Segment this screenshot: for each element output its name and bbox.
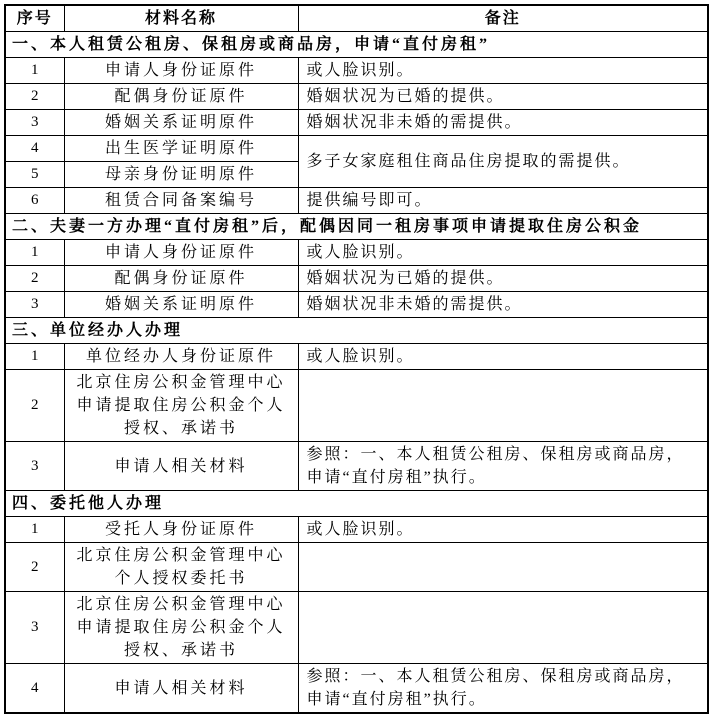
cell-serial-number: 2 — [5, 84, 64, 110]
cell-material-name: 申请人身份证原件 — [64, 240, 298, 266]
section-header-row-4 — [5, 491, 708, 517]
cell-line: 申请提取住房公积金个人 — [76, 397, 286, 414]
table-row — [5, 370, 708, 442]
section-header-row-1 — [5, 32, 708, 58]
cell-material-name: 婚姻关系证明原件 — [64, 292, 298, 318]
cell-serial-number: 4 — [5, 664, 64, 714]
cell-material-name: 申请人相关材料 — [64, 442, 298, 491]
section-header-row-3 — [5, 318, 708, 344]
table-row — [5, 188, 708, 214]
table-header — [5, 5, 708, 32]
cell-remark: 或人脸识别。 — [298, 58, 708, 84]
cell-line: 授权、承诺书 — [123, 420, 238, 437]
cell-line: 个人授权委托书 — [114, 570, 248, 587]
cell-line: 参照：一、本人租赁公租房、保租房或商品房， — [306, 446, 685, 463]
cell-remark — [298, 543, 708, 592]
section-title: 三、单位经办人办理 — [5, 318, 708, 344]
cell-material-name — [64, 543, 298, 592]
table-row — [5, 517, 708, 543]
section-title: 一、本人租赁公租房、保租房或商品房，申请“直付房租” — [5, 32, 708, 58]
table-row — [5, 344, 708, 370]
table-row — [5, 664, 708, 714]
cell-remark: 提供编号即可。 — [298, 188, 708, 214]
cell-remark — [298, 592, 708, 664]
cell-remark: 或人脸识别。 — [298, 517, 708, 543]
cell-material-name: 配偶身份证原件 — [64, 266, 298, 292]
column-header-no: 序号 — [5, 5, 64, 32]
cell-line: 申请“直付房租”执行。 — [306, 691, 487, 708]
table-row — [5, 110, 708, 136]
cell-remark: 婚姻状况为已婚的提供。 — [298, 266, 708, 292]
cell-serial-number: 3 — [5, 110, 64, 136]
cell-remark — [298, 664, 708, 714]
cell-serial-number: 1 — [5, 240, 64, 266]
table-row — [5, 292, 708, 318]
cell-material-name: 配偶身份证原件 — [64, 84, 298, 110]
cell-material-name — [64, 370, 298, 442]
cell-material-name: 受托人身份证原件 — [64, 517, 298, 543]
section-header-row-2 — [5, 214, 708, 240]
cell-remark: 婚姻状况非未婚的需提供。 — [298, 110, 708, 136]
cell-material-name: 婚姻关系证明原件 — [64, 110, 298, 136]
table-row — [5, 442, 708, 491]
cell-line: 北京住房公积金管理中心 — [76, 374, 286, 391]
cell-material-name: 母亲身份证明原件 — [64, 162, 298, 188]
cell-line: 申请提取住房公积金个人 — [76, 619, 286, 636]
cell-remark — [298, 442, 708, 491]
cell-serial-number: 5 — [5, 162, 64, 188]
cell-line: 参照：一、本人租赁公租房、保租房或商品房， — [306, 668, 685, 685]
column-header-remark: 备注 — [298, 5, 708, 32]
cell-serial-number: 2 — [5, 370, 64, 442]
cell-material-name: 租赁合同备案编号 — [64, 188, 298, 214]
cell-material-name: 单位经办人身份证原件 — [64, 344, 298, 370]
cell-serial-number: 3 — [5, 442, 64, 491]
cell-remark: 婚姻状况为已婚的提供。 — [298, 84, 708, 110]
header-row — [5, 5, 708, 32]
cell-serial-number: 3 — [5, 592, 64, 664]
cell-remark: 婚姻状况非未婚的需提供。 — [298, 292, 708, 318]
table-row — [5, 543, 708, 592]
table-row — [5, 84, 708, 110]
cell-material-name: 申请人身份证原件 — [64, 58, 298, 84]
table-body — [5, 32, 708, 714]
materials-table — [4, 4, 709, 714]
cell-line: 申请“直付房租”执行。 — [306, 469, 487, 486]
cell-material-name: 出生医学证明原件 — [64, 136, 298, 162]
cell-remark: 多子女家庭租住商品住房提取的需提供。 — [298, 136, 708, 188]
cell-serial-number: 1 — [5, 517, 64, 543]
table-row — [5, 136, 708, 162]
section-title: 四、委托他人办理 — [5, 491, 708, 517]
cell-remark: 或人脸识别。 — [298, 344, 708, 370]
cell-line: 北京住房公积金管理中心 — [76, 547, 286, 564]
cell-remark: 或人脸识别。 — [298, 240, 708, 266]
table-row — [5, 266, 708, 292]
cell-serial-number: 4 — [5, 136, 64, 162]
cell-line: 北京住房公积金管理中心 — [76, 596, 286, 613]
cell-remark — [298, 370, 708, 442]
cell-material-name: 申请人相关材料 — [64, 664, 298, 714]
cell-serial-number: 6 — [5, 188, 64, 214]
cell-line: 授权、承诺书 — [123, 642, 238, 659]
section-title: 二、夫妻一方办理“直付房租”后，配偶因同一租房事项申请提取住房公积金 — [5, 214, 708, 240]
cell-serial-number: 1 — [5, 344, 64, 370]
cell-serial-number: 1 — [5, 58, 64, 84]
column-header-material: 材料名称 — [64, 5, 298, 32]
cell-serial-number: 3 — [5, 292, 64, 318]
table-row — [5, 592, 708, 664]
table-row — [5, 240, 708, 266]
cell-material-name — [64, 592, 298, 664]
cell-serial-number: 2 — [5, 266, 64, 292]
cell-serial-number: 2 — [5, 543, 64, 592]
table-row — [5, 58, 708, 84]
